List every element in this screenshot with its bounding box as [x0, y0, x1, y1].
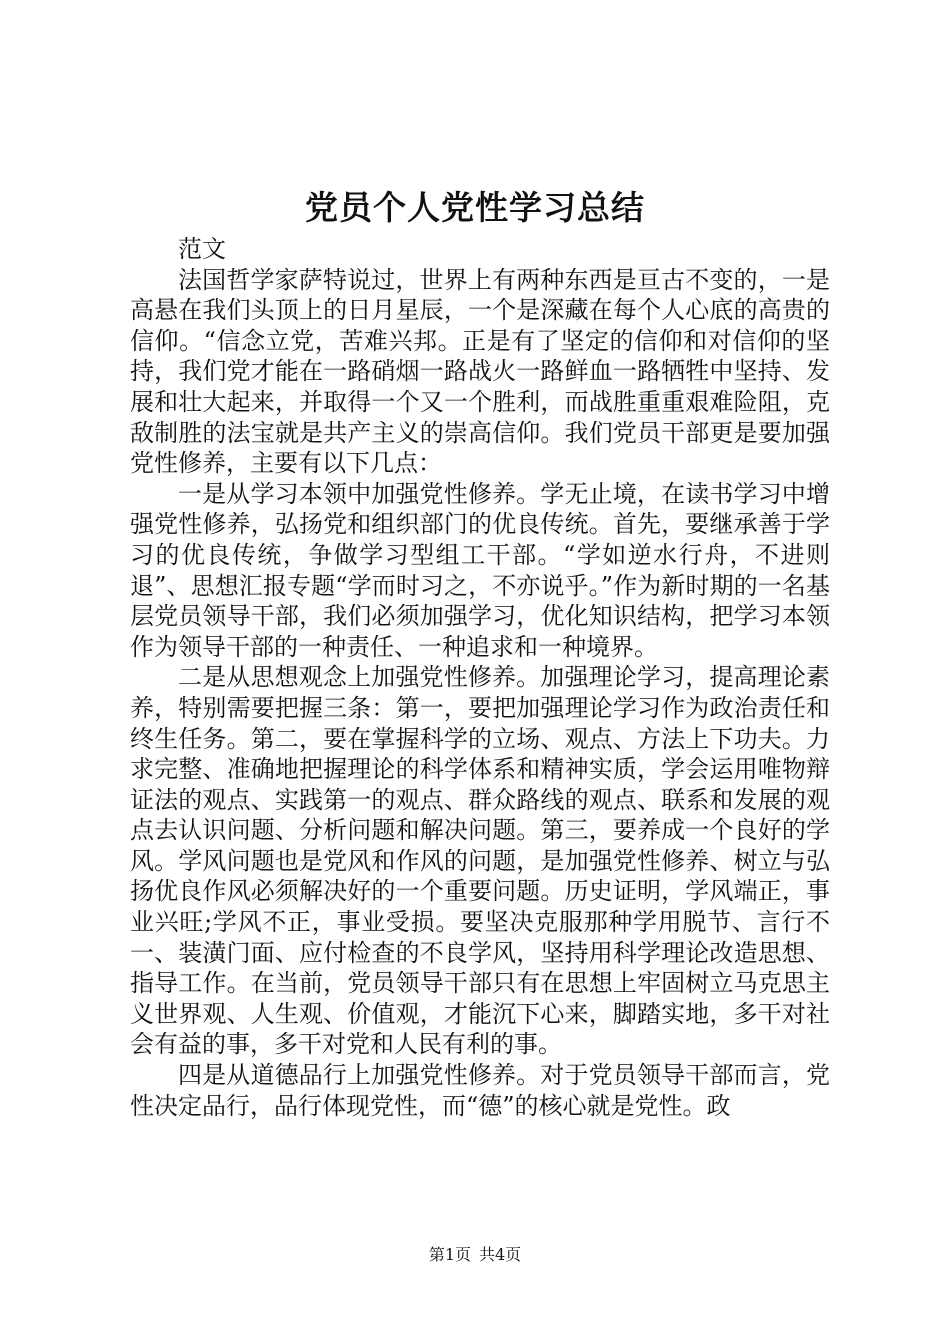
document-body [130, 234, 830, 1121]
page-total: 共4页 [479, 1245, 522, 1264]
paragraph-point-two: 二是从思想观念上加强党性修养。加强理论学习，提高理论素养，特别需要把握三条：第一，要把加强理论学习作为政治责任和终生任务。第二，要在掌握科学的立场、观点、方法上下功夫。力求完整、准确地把握理论的科学体系和精神实质，学会运用唯物辩证法的观点、实践第一的观点、群众路线的观点、联系和发展的观点去认识问题、分析问题和解决问题。第三，要养成一个良好的学风。学风问题也是党风和作风的问题，是加强党性修养、树立与弘扬优良作风必须解决好的一个重要问题。历史证明，学风端正，事业兴旺;学风不正，事业受损。要坚决克服那种学用脱节、言行不一、装潢门面、应付检查的不良学风，坚持用科学理论改造思想、指导工作。在当前，党员领导干部只有在思想上牢固树立马克思主义世界观、人生观、价值观，才能沉下心来，脚踏实地，多干对社会有益的事，多干对党和人民有利的事。 [130, 663, 830, 1059]
page-number: 第1页 [428, 1245, 471, 1264]
paragraph-point-four: 四是从道德品行上加强党性修养。对于党员领导干部而言，党性决定品行，品行体现党性，而“德”的核心就是党性。政 [130, 1061, 830, 1120]
document-title: 党员个人党性学习总结 [305, 188, 645, 227]
paragraph-point-one: 一是从学习本领中加强党性修养。学无止境，在读书学习中增强党性修养，弘扬党和组织部门的优良传统。首先，要继承善于学习的优良传统，争做学习型组工干部。“学如逆水行舟，不进则退”、思想汇报专题“学而时习之，不亦说乎。”作为新时期的一名基层党员领导干部，我们必须加强学习，优化知识结构，把学习本领作为领导干部的一种责任、一种追求和一种境界。 [130, 479, 830, 661]
page-footer [0, 1244, 950, 1266]
paragraph-intro: 法国哲学家萨特说过，世界上有两种东西是亘古不变的，一是高悬在我们头顶上的日月星辰，一个是深藏在每个人心底的高贵的信仰。“信念立党，苦难兴邦。正是有了坚定的信仰和对信仰的坚持，我们党才能在一路硝烟一路战火一路鲜血一路牺牲中坚持、发展和壮大起来，并取得一个又一个胜利，而战胜重重艰难险阻，克敌制胜的法宝就是共产主义的崇高信仰。我们党员干部更是要加强党性修养，主要有以下几点： [130, 265, 830, 478]
paragraph-label: 范文 [178, 235, 226, 263]
